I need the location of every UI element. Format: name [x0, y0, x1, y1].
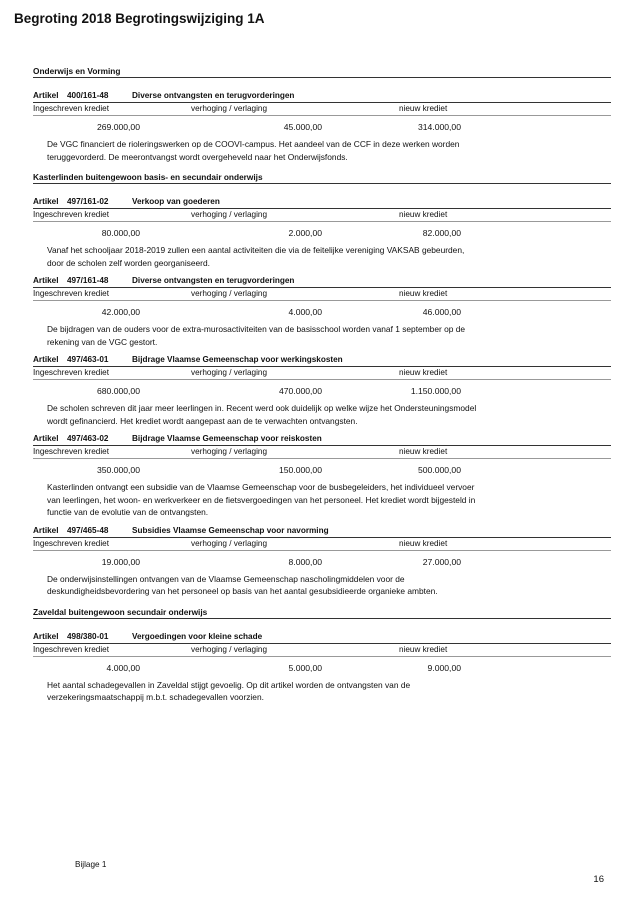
amount-nieuw: 9.000,00: [427, 662, 461, 673]
article-label: Artikel: [33, 197, 59, 206]
article-label: Artikel: [33, 355, 59, 364]
column-verhoging: verhoging / verlaging: [191, 104, 268, 113]
column-ingeschreven: Ingeschreven krediet: [33, 368, 110, 377]
article-name: Bijdrage Vlaamse Gemeenschap voor werkingskosten: [132, 355, 343, 364]
amount-verhoging: 45.000,00: [283, 122, 322, 132]
article-name: Vergoedingen voor kleine schade: [132, 631, 263, 641]
column-nieuw: nieuw krediet: [399, 538, 448, 548]
column-verhoging: verhoging / verlaging: [191, 644, 268, 654]
article-name: Diverse ontvangsten en terugvorderingen: [132, 91, 295, 100]
column-nieuw: nieuw krediet: [399, 644, 448, 654]
amount-ingeschreven: 680.000,00: [96, 386, 140, 396]
article-description: De onderwijsinstellingen ontvangen van de Vlaamse Gemeenschap nascholingmiddelen voor de deskundigheidsbevordering van het personeel op basis van het aantal gesubsidieerde organieke ambten.: [47, 573, 438, 596]
article-code: 497/463-01: [67, 355, 109, 364]
article-header: [33, 433, 611, 446]
column-headers: [33, 446, 611, 459]
amount-ingeschreven: 269.000,00: [96, 122, 140, 132]
article-label: Artikel: [33, 525, 59, 535]
column-nieuw: nieuw krediet: [399, 104, 448, 113]
article-code: 497/161-02: [67, 197, 109, 206]
budget-article: [33, 433, 611, 519]
column-ingeschreven: Ingeschreven krediet: [33, 538, 110, 548]
article-code: 497/465-48: [67, 525, 109, 535]
column-nieuw: nieuw krediet: [399, 368, 448, 377]
amount-verhoging: 4.000,00: [288, 307, 322, 317]
amount-row: [33, 657, 611, 679]
budget-content: [33, 63, 611, 708]
section-title: Kasterlinden buitengewoon basis- en secundair onderwijs: [33, 171, 611, 184]
article-name: Verkoop van goederen: [132, 197, 220, 206]
section-title: Zaveldal buitengewoon secundair onderwijs: [33, 606, 611, 619]
amount-verhoging: 470.000,00: [278, 386, 322, 396]
amount-row: [33, 380, 611, 402]
amount-ingeschreven: 350.000,00: [96, 465, 140, 475]
article-code: 497/463-02: [67, 434, 109, 443]
column-ingeschreven: Ingeschreven krediet: [33, 644, 110, 654]
article-label: Artikel: [33, 276, 59, 285]
column-ingeschreven: Ingeschreven krediet: [33, 289, 110, 298]
column-headers: [33, 538, 611, 551]
article-description: Kasterlinden ontvangt een subsidie van de Vlaamse Gemeenschap voor de busbegeleiders, het individueel vervoer van leerlingen, het woon- en werkverkeer en de fietsvergoedingen van het personeel. Het krediet wordt bijgesteld in functie van de evolutie van de ontvangsten.: [47, 482, 476, 517]
article-header: [33, 90, 611, 103]
amount-verhoging: 8.000,00: [288, 556, 322, 567]
section-spacer: [33, 184, 611, 196]
article-code: 497/161-48: [67, 276, 109, 285]
section-spacer: [33, 619, 611, 631]
amount-nieuw: 1.150.000,00: [410, 386, 461, 396]
article-header: [33, 354, 611, 367]
amount-ingeschreven: 42.000,00: [101, 307, 140, 317]
article-label: Artikel: [33, 631, 59, 641]
column-headers: [33, 644, 611, 657]
amount-ingeschreven: 4.000,00: [106, 662, 140, 673]
column-headers: [33, 367, 611, 380]
column-headers: [33, 288, 611, 301]
amount-nieuw: 46.000,00: [422, 307, 461, 317]
section-title: Onderwijs en Vorming: [33, 65, 611, 78]
amount-nieuw: 27.000,00: [422, 556, 461, 567]
amount-nieuw: 314.000,00: [417, 122, 461, 132]
amount-nieuw: 500.000,00: [417, 465, 461, 475]
amount-row: [33, 116, 611, 138]
column-nieuw: nieuw krediet: [399, 289, 448, 298]
amount-ingeschreven: 19.000,00: [101, 556, 140, 567]
column-nieuw: nieuw krediet: [399, 447, 448, 456]
budget-article: [33, 631, 611, 704]
amount-nieuw: 82.000,00: [422, 228, 461, 238]
article-header: [33, 525, 611, 538]
article-description: De VGC financiert de rioleringswerken op de COOVI-campus. Het aandeel van de CCF in deze werken worden teruggevorderd. De meerontvangst wordt overgeheveld naar het Onderwijsfonds.: [47, 139, 460, 162]
amount-row: [33, 459, 611, 481]
column-nieuw: nieuw krediet: [399, 210, 448, 219]
budget-article: [33, 90, 611, 163]
section-spacer: [33, 78, 611, 90]
column-verhoging: verhoging / verlaging: [191, 368, 268, 377]
amount-row: [33, 222, 611, 244]
article-description: Het aantal schadegevallen in Zaveldal stijgt gevoelig. Op dit artikel worden de ontvangsten van de verzekeringsmaatschappij m.b.t. schadegevallen voorzien.: [47, 679, 411, 702]
article-name: Subsidies Vlaamse Gemeenschap voor navorming: [132, 525, 329, 535]
article-name: Diverse ontvangsten en terugvorderingen: [132, 276, 295, 285]
amount-ingeschreven: 80.000,00: [101, 228, 140, 238]
article-label: Artikel: [33, 434, 59, 443]
article-header: [33, 631, 611, 644]
budget-article: [33, 525, 611, 598]
amount-verhoging: 150.000,00: [278, 465, 322, 475]
column-verhoging: verhoging / verlaging: [191, 538, 268, 548]
page-number: 16: [593, 874, 604, 885]
column-verhoging: verhoging / verlaging: [191, 210, 268, 219]
article-code: 400/161-48: [67, 91, 109, 100]
article-description: De bijdragen van de ouders voor de extra-murosactiviteiten van de basisschool worden vanaf 1 september op de rekening van de VGC gestort.: [47, 324, 466, 347]
column-verhoging: verhoging / verlaging: [191, 289, 268, 298]
article-header: [33, 275, 611, 288]
column-verhoging: verhoging / verlaging: [191, 447, 268, 456]
amount-verhoging: 2.000,00: [288, 228, 322, 238]
budget-article: [33, 196, 611, 269]
column-ingeschreven: Ingeschreven krediet: [33, 104, 110, 113]
budget-article: [33, 354, 611, 427]
document-title: Begroting 2018 Begrotingswijziging 1A: [14, 11, 265, 26]
column-ingeschreven: Ingeschreven krediet: [33, 447, 110, 456]
amount-verhoging: 5.000,00: [288, 662, 322, 673]
column-ingeschreven: Ingeschreven krediet: [33, 210, 110, 219]
article-code: 498/380-01: [67, 631, 109, 641]
article-name: Bijdrage Vlaamse Gemeenschap voor reiskosten: [132, 434, 322, 443]
amount-row: [33, 301, 611, 323]
amount-row: [33, 551, 611, 573]
column-headers: [33, 103, 611, 116]
column-headers: [33, 209, 611, 222]
footer-label: Bijlage 1: [75, 860, 107, 869]
article-description: De scholen schreven dit jaar meer leerlingen in. Recent werd ook duidelijk op welke wijze het Ondersteuningsmodel wordt gefinancierd. Het krediet wordt aangepast aan de te verwachten ontvangsten.: [47, 403, 477, 426]
article-header: [33, 196, 611, 209]
article-label: Artikel: [33, 91, 59, 100]
article-description: Vanaf het schooljaar 2018-2019 zullen een aantal activiteiten die via de feitelijke vereniging VAKSAB gebeurden, door de scholen zelf worden georganiseerd.: [47, 245, 465, 268]
budget-article: [33, 275, 611, 348]
